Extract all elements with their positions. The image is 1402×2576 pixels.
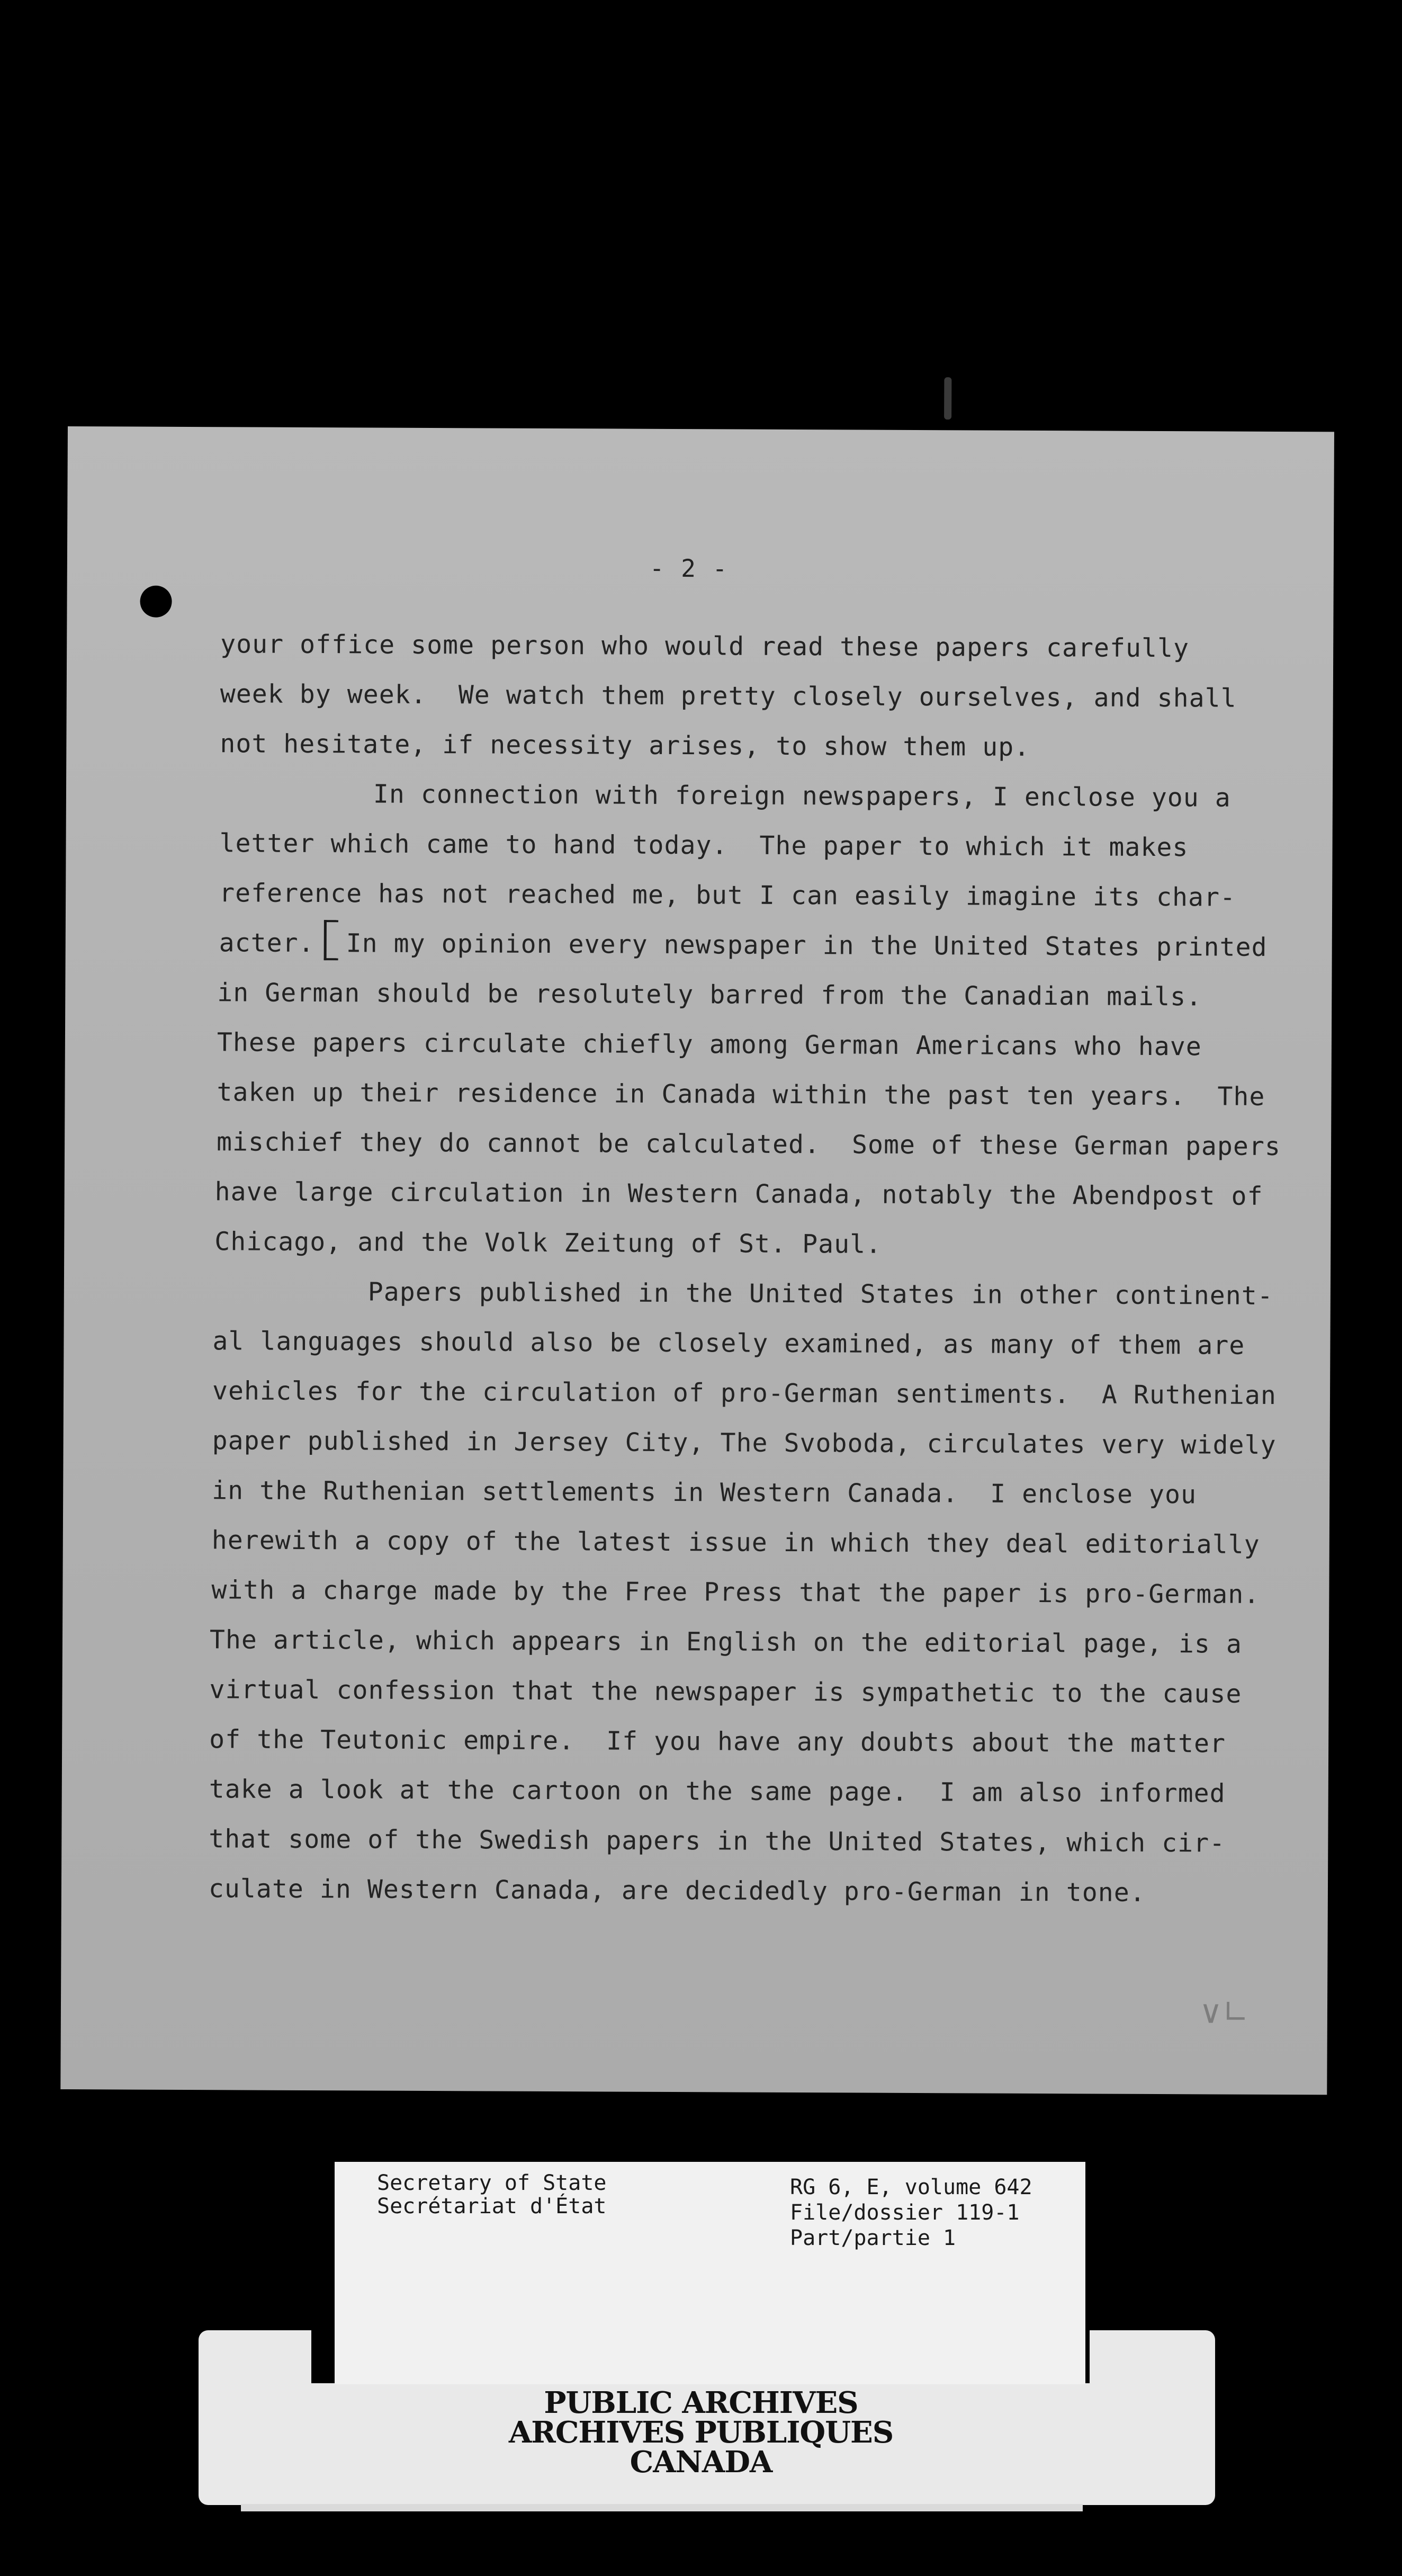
- letter-line: not hesitate, if necessity arises, to show them up.: [220, 729, 1030, 762]
- typed-letter-page: [60, 426, 1334, 2095]
- letter-line: In connection with foreign newspapers, I enclose you a: [373, 779, 1232, 813]
- letter-line: letter which came to hand today. The paper to which it makes: [219, 828, 1189, 863]
- letter-line: vehicles for the circulation of pro-German sentiments. A Ruthenian: [212, 1376, 1277, 1410]
- department-en: Secretary of State: [377, 2171, 607, 2195]
- letter-line: with a charge made by the Free Press that the paper is pro-German.: [211, 1575, 1260, 1609]
- archive-stamp-line-1: PUBLIC ARCHIVES: [544, 2385, 858, 2420]
- letter-line: herewith a copy of the latest issue in which they deal editorially: [211, 1525, 1260, 1560]
- letter-line: mischief they do cannot be calculated. Some of these German papers: [216, 1127, 1281, 1162]
- archive-stamp-line-3: CANADA: [630, 2445, 772, 2480]
- letter-line: week by week. We watch them pretty closely ourselves, and shall: [220, 679, 1237, 713]
- letter-line: reference has not reached me, but I can easily imagine its char-: [219, 878, 1236, 913]
- letter-line: of the Teutonic empire. If you have any doubts about the matter: [209, 1724, 1226, 1759]
- department-fr: Secrétariat d'État: [377, 2194, 607, 2219]
- archive-stamp-line-2: ARCHIVES PUBLIQUES: [508, 2415, 894, 2450]
- pencil-mark: ∨∟: [1199, 1993, 1250, 2031]
- archive-label-card: [335, 2162, 1085, 2384]
- letter-line: have large circulation in Western Canada, notably the Abendpost of: [214, 1177, 1263, 1211]
- archive-part: Part/partie 1: [790, 2226, 956, 2250]
- bracket-mark: [324, 920, 338, 960]
- letter-line: paper published in Jersey City, The Svoboda, circulates very widely: [212, 1426, 1277, 1460]
- letter-line: that some of the Swedish papers in the United States, which cir-: [209, 1824, 1226, 1858]
- letter-line: al languages should also be closely examined, as many of them are: [212, 1326, 1245, 1361]
- letter-line: take a look at the cartoon on the same page. I am also informed: [209, 1774, 1226, 1809]
- archive-bottom-strip: [241, 2504, 1083, 2511]
- letter-line: The article, which appears in English on the editorial page, is a: [209, 1625, 1243, 1659]
- archive-reference: RG 6, E, volume 642: [790, 2175, 1032, 2199]
- letter-line: your office some person who would read these papers carefully: [220, 629, 1190, 664]
- letter-line: virtual confession that the newspaper is sympathetic to the cause: [209, 1675, 1242, 1709]
- letter-line: culate in Western Canada, are decidedly pro-German in tone.: [208, 1874, 1146, 1908]
- letter-line: in the Ruthenian settlements in Western Canada. I enclose you: [212, 1475, 1197, 1510]
- letter-line: Papers published in the United States in other continent-: [367, 1277, 1273, 1311]
- letter-line: acter. In my opinion every newspaper in the United States printed: [219, 928, 1268, 962]
- archive-file: File/dossier 119-1: [790, 2201, 1020, 2225]
- punch-hole: [140, 586, 172, 618]
- page-number: - 2 -: [649, 553, 729, 583]
- stray-mark: [944, 377, 951, 419]
- letter-line: in German should be resolutely barred from the Canadian mails.: [217, 978, 1202, 1012]
- letter-line: taken up their residence in Canada within the past ten years. The: [217, 1077, 1265, 1112]
- letter-line: Chicago, and the Volk Zeitung of St. Paul.: [214, 1227, 882, 1259]
- letter-line: These papers circulate chiefly among German Americans who have: [217, 1027, 1202, 1062]
